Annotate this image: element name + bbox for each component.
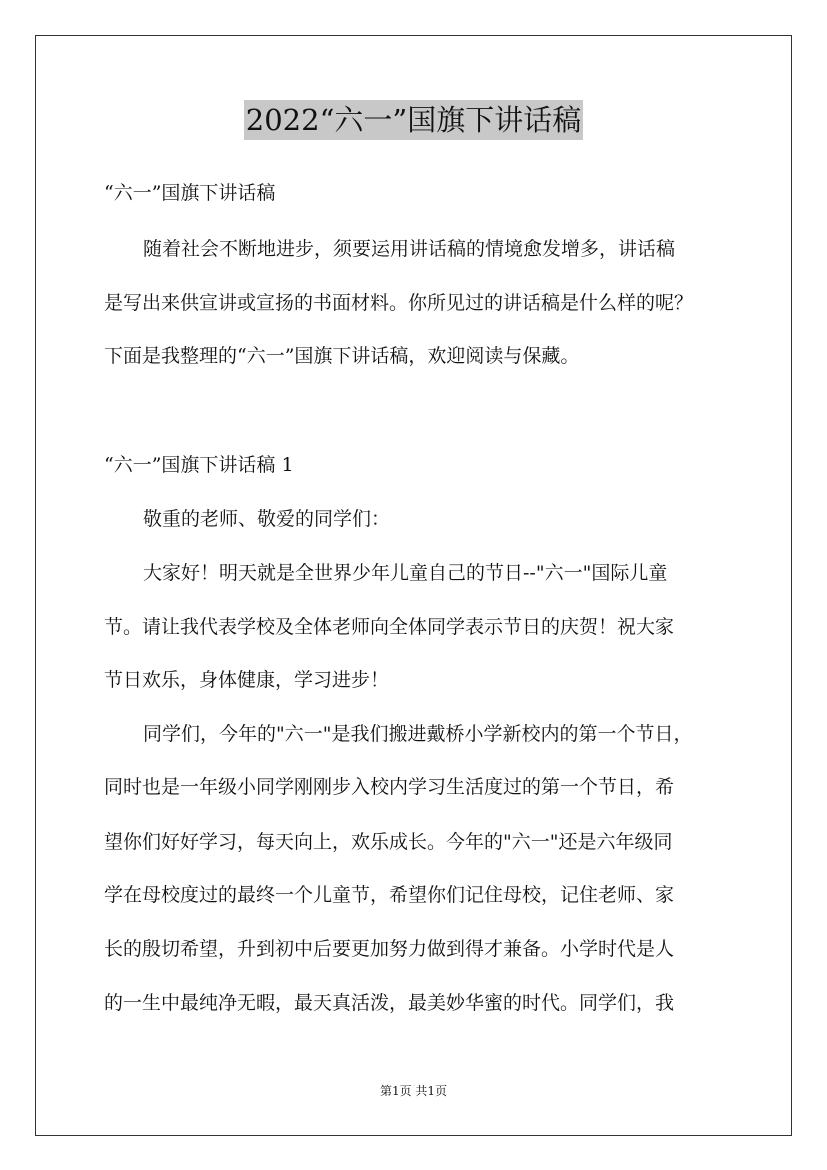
paragraph-line: 长的殷切希望，升到初中后要更加努力做到得才兼备。小学时代是人 bbox=[104, 938, 675, 960]
intro-line: 下面是我整理的“六一”国旗下讲话稿，欢迎阅读与保藏。 bbox=[104, 345, 580, 367]
section-heading: “六一”国旗下讲话稿 1 bbox=[104, 454, 294, 476]
paragraph-line: 望你们好好学习，每天向上，欢乐成长。今年的"六一"还是六年级同 bbox=[104, 831, 673, 853]
greeting-line: 敬重的老师、敬爱的同学们： bbox=[143, 508, 391, 530]
paragraph-line: 的一生中最纯净无暇，最天真活泼，最美妙华蜜的时代。同学们，我 bbox=[104, 992, 675, 1014]
paragraph-line: 节。请让我代表学校及全体老师向全体同学表示节日的庆贺！祝大家 bbox=[104, 616, 675, 638]
intro-line: 是写出来供宣讲或宣扬的书面材料。你所见过的讲话稿是什么样的呢？ bbox=[104, 292, 694, 314]
document-title bbox=[0, 100, 827, 140]
document-title-text: 2022“六一”国旗下讲话稿 bbox=[244, 100, 583, 140]
intro-heading: “六一”国旗下讲话稿 bbox=[104, 182, 276, 204]
paragraph-line: 同时也是一年级小同学刚刚步入校内学习生活度过的第一个节日，希 bbox=[104, 776, 675, 798]
paragraph-line: 大家好！明天就是全世界少年儿童自己的节日--"六一"国际儿童 bbox=[143, 562, 668, 584]
page-number-footer: 第1页 共1页 bbox=[379, 1084, 448, 1098]
paragraph-line: 节日欢乐，身体健康，学习进步！ bbox=[104, 669, 390, 691]
intro-line: 随着社会不断地进步，须要运用讲话稿的情境愈发增多，讲话稿 bbox=[143, 238, 676, 260]
paragraph-line: 同学们，今年的"六一"是我们搬进戴桥小学新校内的第一个节日， bbox=[143, 723, 693, 745]
paragraph-line: 学在母校度过的最终一个儿童节，希望你们记住母校，记住老师、家 bbox=[104, 884, 675, 906]
